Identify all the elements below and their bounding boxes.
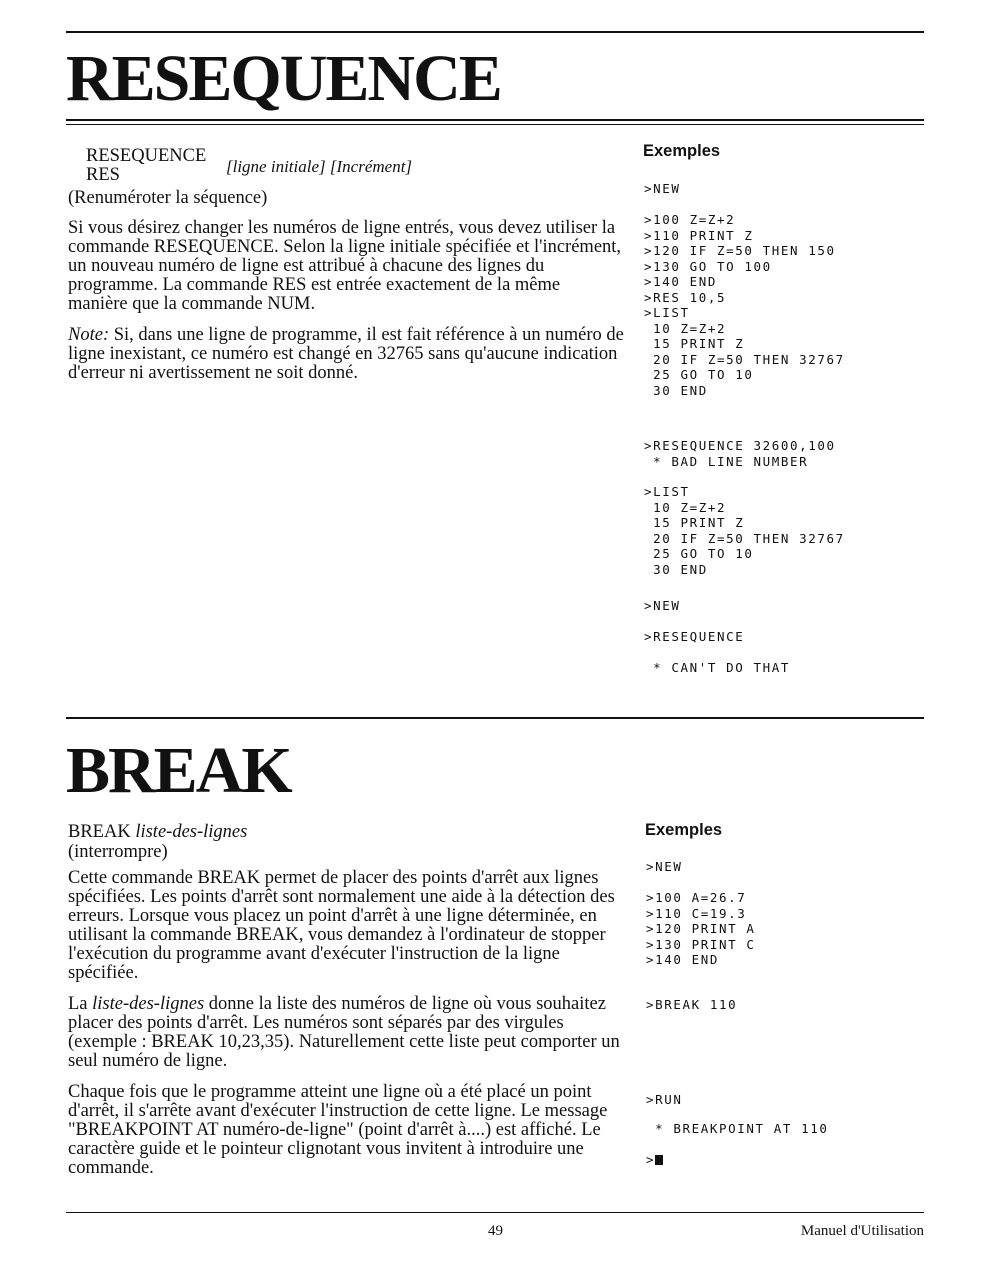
note-label: Note:: [68, 325, 110, 345]
page-number: 49: [488, 1223, 503, 1239]
para2-end: donne la liste des numéros de ligne où vous souhaitez placer des points d'arrêt. Les numéros sont séparés par des virgules (exemple : BREAK 10,23,35). Naturellement cette liste peut comporter un seul numéro de ligne.: [68, 994, 620, 1071]
code-line: >110 C=19.3: [646, 905, 747, 921]
code-line: * BAD LINE NUMBER: [644, 453, 809, 469]
code-line: >130 GO TO 100: [644, 258, 772, 274]
top-rule: [66, 31, 924, 33]
code-line: 30 END: [644, 382, 708, 398]
cursor-block-icon: [655, 1155, 663, 1165]
code-line: >LIST: [644, 484, 690, 499]
resequence-examples-heading: Exemples: [643, 142, 721, 160]
break-paragraph-1: Cette commande BREAK permet de placer des points d'arrêt aux lignes spécifiées. Les points d'arrêt sont normalement une aide à la détection des erreurs. Lorsque vous placez un point d'arrêt à une ligne déterminée, en utilisant la commande BREAK, vous demandez à l'ordinateur de stopper l'exécution du programme avant d'exécuter l'instruction de la ligne spécifiée.: [68, 868, 615, 983]
resequence-syntax-args: [ligne initiale] [Incrément]: [226, 157, 413, 176]
code-line: 25 GO TO 10: [644, 367, 754, 382]
resequence-title: RESEQUENCE: [66, 42, 501, 115]
resequence-code-cant: [644, 660, 790, 676]
footer-rule: [66, 1212, 924, 1213]
code-line: >RES 10,5: [644, 289, 727, 305]
resequence-code-program: [644, 212, 845, 398]
para2-start: La: [68, 994, 93, 1014]
code-line: * BREAKPOINT AT 110: [646, 1121, 829, 1136]
section-separator: [66, 717, 924, 719]
code-line: >100 Z=Z+2: [644, 212, 736, 227]
break-title: BREAK: [66, 734, 291, 807]
code-line: >120 PRINT A: [646, 921, 756, 936]
break-code-break: [646, 997, 737, 1013]
code-line: 15 PRINT Z: [644, 336, 745, 351]
code-line: >BREAK 110: [646, 997, 738, 1012]
break-code-prompt-line: [646, 1152, 663, 1168]
break-syntax: [68, 823, 608, 842]
break-paragraph-3: Chaque fois que le programme atteint une ligne où a été placé un point d'arrêt, il s'arrête avant d'exécuter l'instruction de cette ligne. Le message "BREAKPOINT AT numéro-de-ligne" (point d'arrêt à....) est affiché. Le caractère guide et le pointeur clignotant vous invitent à introduire une commande.: [68, 1082, 608, 1178]
resequence-syntax-cmd2: RES: [86, 165, 120, 185]
code-line: >RUN: [646, 1092, 683, 1107]
resequence-code-reseq: [644, 629, 744, 645]
code-line: 10 Z=Z+2: [644, 320, 727, 336]
break-syntax-line: [68, 823, 608, 842]
resequence-syntax: [86, 146, 413, 185]
resequence-subtitle: (Renuméroter la séquence): [68, 188, 268, 208]
break-code-breakpoint: [646, 1121, 829, 1137]
resequence-title-rule-thin: [66, 124, 924, 125]
code-line: >140 END: [644, 274, 718, 289]
break-paragraph-2: [68, 995, 624, 1071]
code-line: 15 PRINT Z: [644, 515, 745, 530]
resequence-paragraph: Si vous désirez changer les numéros de ligne entrés, vous devez utiliser la commande RESEQUENCE. Selon la ligne initiale spécifiée et l'incrément, un nouveau numéro de ligne est attribué à chacune des lignes du programme. La commande RES est entrée exactement de la même manière que la commande NUM.: [68, 218, 622, 314]
resequence-code-new: [644, 181, 681, 197]
code-line: >RESEQUENCE 32600,100: [644, 438, 836, 453]
code-line: 30 END: [644, 561, 708, 577]
break-syntax-args: liste-des-lignes: [135, 822, 248, 842]
break-examples-heading: Exemples: [645, 821, 723, 839]
break-code-new: [646, 859, 683, 875]
resequence-code-bad-line: [644, 438, 836, 469]
code-line: >RESEQUENCE: [644, 629, 745, 644]
break-syntax-cmd: BREAK: [68, 822, 136, 842]
break-code-program: [646, 890, 756, 968]
code-line: >130 PRINT C: [646, 936, 756, 952]
resequence-code-new2: [644, 598, 681, 614]
code-line: 20 IF Z=50 THEN 32767: [644, 530, 845, 546]
break-subtitle: (interrompre): [68, 842, 168, 862]
resequence-code-list: [644, 484, 845, 577]
code-line: 10 Z=Z+2: [644, 499, 727, 515]
code-line: >LIST: [644, 305, 690, 320]
code-line: >140 END: [646, 952, 720, 967]
code-line: >120 IF Z=50 THEN 150: [644, 243, 836, 258]
break-code-run: [646, 1092, 683, 1108]
break-body: [68, 843, 624, 1190]
para2-italic: liste-des-lignes: [92, 994, 205, 1014]
resequence-body: [68, 189, 624, 395]
code-line: >110 PRINT Z: [644, 227, 754, 243]
command-prompt: >: [646, 1152, 656, 1167]
resequence-syntax-cmd1: RESEQUENCE: [86, 146, 207, 166]
code-line: >NEW: [646, 859, 683, 874]
code-line: >100 A=26.7: [646, 890, 747, 905]
code-line: >NEW: [644, 598, 681, 613]
resequence-title-rule-thick: [66, 119, 924, 121]
code-line: * CAN'T DO THAT: [644, 660, 791, 675]
resequence-note: [68, 326, 624, 383]
code-line: >NEW: [644, 181, 681, 196]
code-line: 25 GO TO 10: [644, 546, 754, 561]
note-text: Si, dans une ligne de programme, il est fait référence à un numéro de ligne inexistant, ce numéro est changé en 32765 sans qu'aucune indication d'erreur ni avertissement ne soit donné.: [68, 325, 624, 383]
code-line: 20 IF Z=50 THEN 32767: [644, 351, 845, 367]
manual-title: Manuel d'Utilisation: [800, 1223, 924, 1239]
